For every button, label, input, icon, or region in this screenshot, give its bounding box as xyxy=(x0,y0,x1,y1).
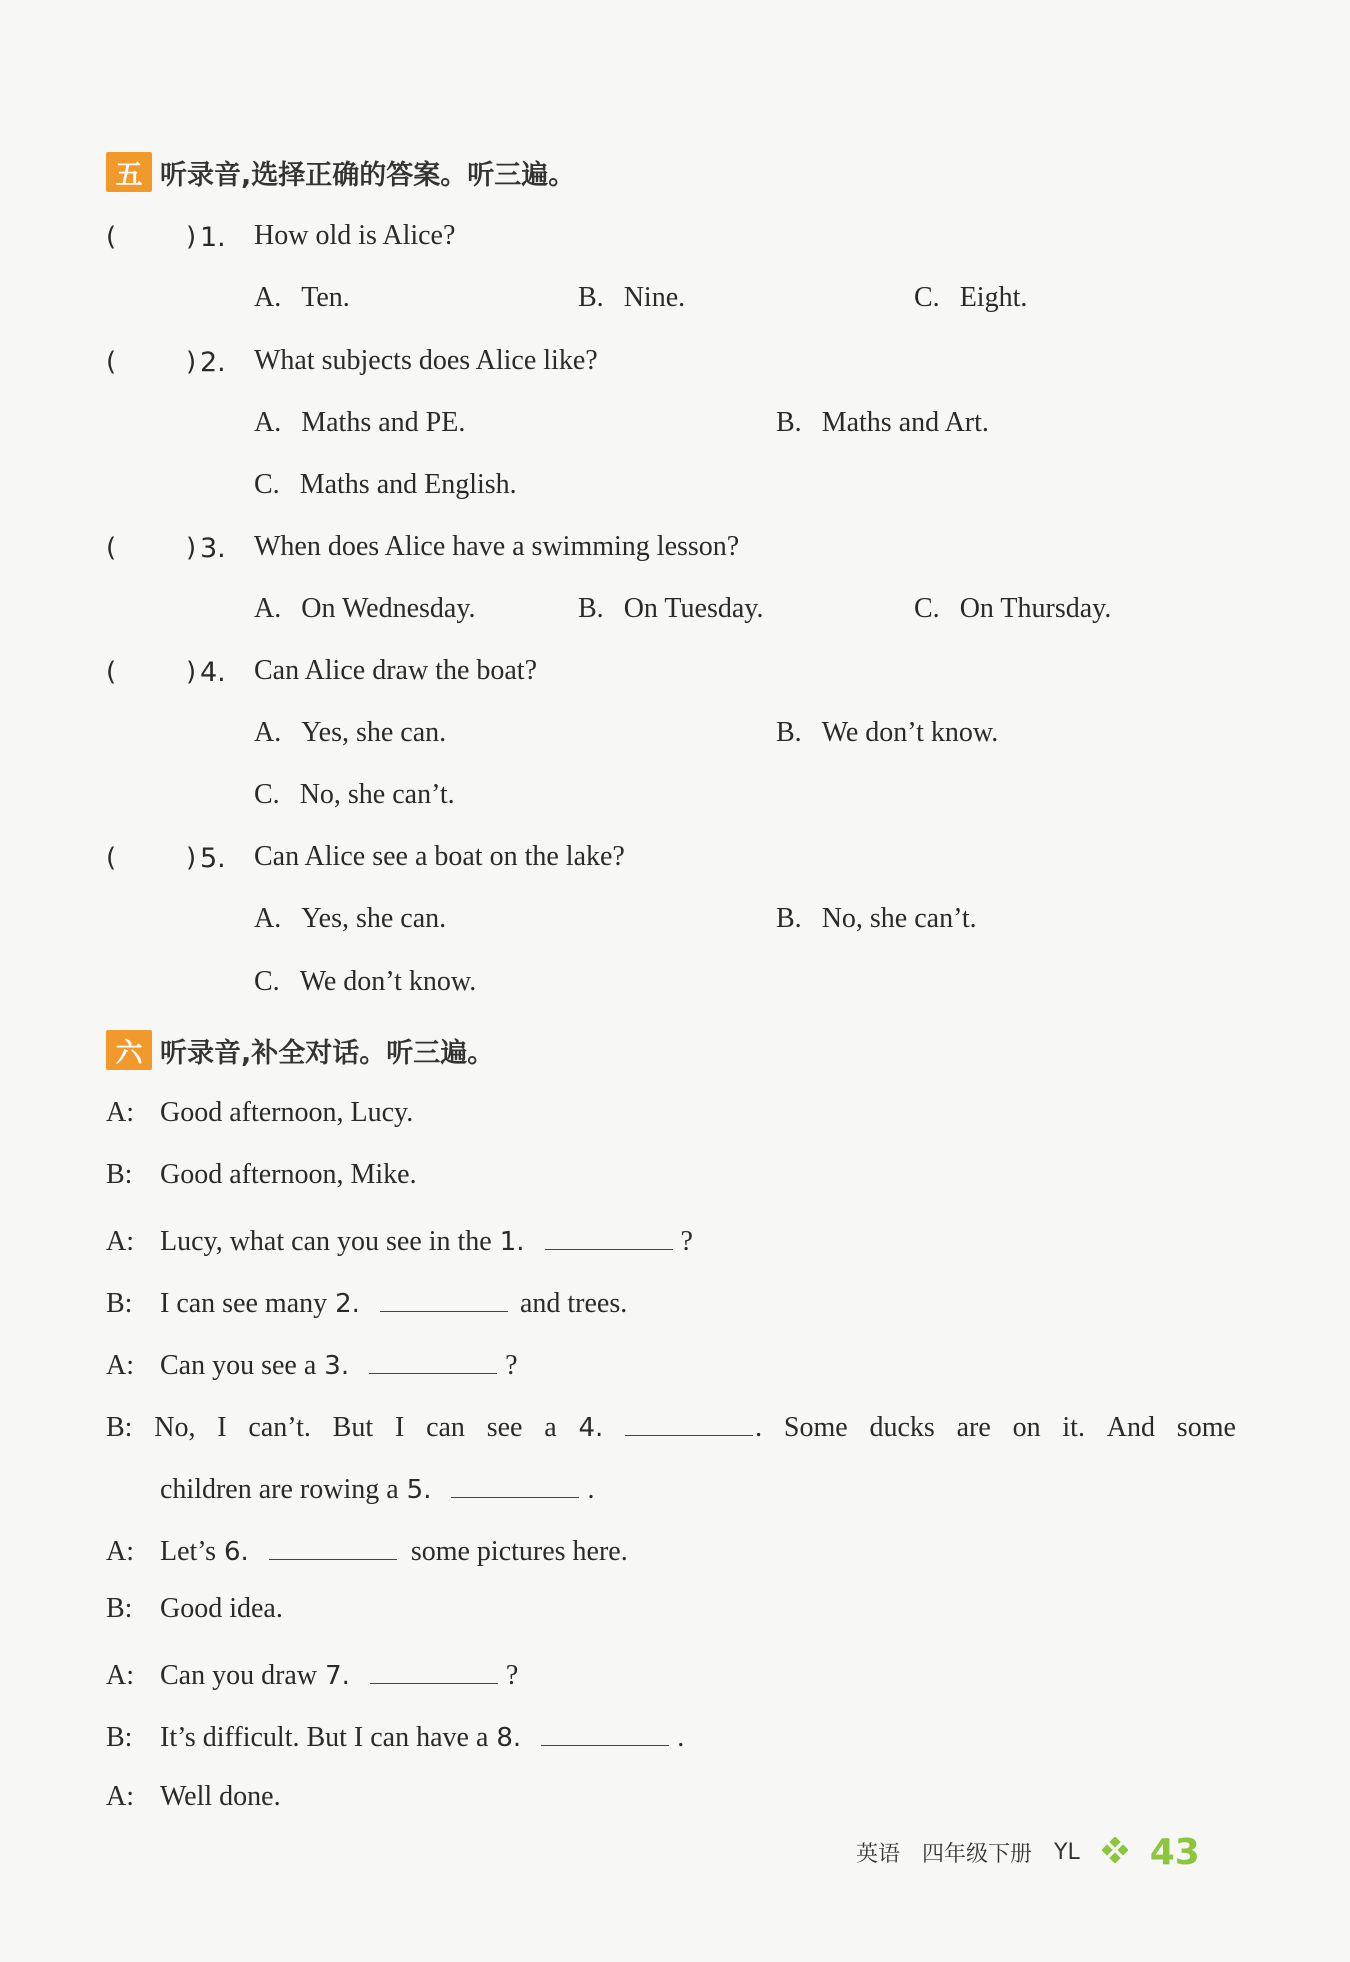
word: some xyxy=(1176,1412,1236,1443)
option-b: B. Nine. xyxy=(578,282,686,313)
option-a: A. On Wednesday. xyxy=(254,593,476,624)
blank-number: 1. xyxy=(499,1227,525,1257)
line-text: Lucy, what can you see in the xyxy=(160,1226,492,1257)
dialogue-line-10 xyxy=(106,1717,684,1754)
dialogue-line-5 xyxy=(106,1345,518,1382)
answer-blank-6[interactable] xyxy=(269,1531,397,1560)
option-c: C. We don’t know. xyxy=(254,966,477,997)
footer-grade: 四年级下册 xyxy=(922,1842,1033,1867)
dialogue-line-6-continued xyxy=(160,1469,594,1506)
answer-blank-8[interactable] xyxy=(541,1717,669,1746)
word: No, xyxy=(154,1412,196,1443)
word: ducks xyxy=(869,1412,935,1443)
page-footer xyxy=(856,1832,1200,1873)
dialogue-line-8 xyxy=(106,1593,283,1625)
blank-number: 7. xyxy=(325,1661,350,1691)
answer-blank-2[interactable] xyxy=(380,1283,508,1312)
option-b: B. Maths and Art. xyxy=(776,407,989,438)
speaker-label: A: xyxy=(106,1097,134,1128)
word: on xyxy=(1012,1412,1041,1443)
option-c: C. On Thursday. xyxy=(914,593,1112,624)
speaker-label: B: xyxy=(106,1722,133,1753)
question-number: 1. xyxy=(200,222,226,253)
section-6-title xyxy=(106,1030,494,1070)
option-b: B. No, she can’t. xyxy=(776,903,977,934)
dialogue-line-1 xyxy=(106,1097,413,1129)
question-text: When does Alice have a swimming lesson? xyxy=(254,531,740,562)
page-number: 43 xyxy=(1149,1832,1200,1873)
line-text-after: some pictures here. xyxy=(410,1536,628,1567)
section-6-instruction: 听录音,补全对话。听三遍。 xyxy=(160,1037,495,1069)
option-a: A. Maths and PE. xyxy=(254,407,466,438)
answer-blank-3[interactable] xyxy=(369,1345,497,1374)
word: can xyxy=(426,1412,465,1443)
line-text: It’s difficult. But I can have a xyxy=(160,1722,489,1753)
footer-edition: YL xyxy=(1054,1840,1080,1865)
line-text: I can see many xyxy=(160,1288,328,1319)
answer-paren-close: ) xyxy=(186,843,197,873)
line-text: Can you see a xyxy=(160,1350,317,1381)
answer-blank-4[interactable] xyxy=(625,1407,753,1436)
word: are xyxy=(956,1412,991,1443)
word: I xyxy=(217,1412,227,1443)
speaker-label: B: xyxy=(106,1159,133,1190)
line-text: Good afternoon, Mike. xyxy=(160,1159,417,1190)
question-number: 2. xyxy=(200,347,226,378)
blank-number: 4. xyxy=(578,1413,604,1443)
option-c: C. Maths and English. xyxy=(254,469,517,500)
speaker-label: A: xyxy=(106,1536,134,1567)
question-text: What subjects does Alice like? xyxy=(254,345,598,376)
speaker-label: B: xyxy=(106,1288,133,1319)
word: . xyxy=(755,1412,763,1443)
answer-blank-7[interactable] xyxy=(370,1655,498,1684)
speaker-label: A: xyxy=(106,1226,134,1257)
answer-paren-close: ) xyxy=(186,347,197,377)
line-text: Let’s xyxy=(160,1536,216,1567)
line-text-after: ? xyxy=(680,1226,693,1257)
word: I xyxy=(394,1412,405,1443)
answer-paren-close: ) xyxy=(186,657,197,687)
word: see xyxy=(486,1412,523,1443)
blank-number: 3. xyxy=(324,1351,350,1381)
section-6-badge: 六 xyxy=(106,1030,152,1070)
question-number: 3. xyxy=(200,533,226,564)
line-text-after: and trees. xyxy=(519,1288,628,1319)
word: a xyxy=(544,1412,557,1443)
line-text: children are rowing a xyxy=(160,1474,399,1505)
word: it. xyxy=(1062,1412,1085,1443)
speaker-label: B: xyxy=(106,1412,133,1443)
answer-paren-open: ( xyxy=(106,533,117,563)
dialogue-line-7 xyxy=(106,1531,628,1568)
option-a: A. Yes, she can. xyxy=(254,717,447,748)
question-text: Can Alice see a boat on the lake? xyxy=(254,841,625,872)
section-5-instruction: 听录音,选择正确的答案。听三遍。 xyxy=(160,159,576,191)
answer-paren-open: ( xyxy=(106,657,117,687)
line-text: Can you draw xyxy=(160,1660,318,1691)
section-5-title xyxy=(106,152,575,192)
line-text-after: ? xyxy=(505,1350,518,1381)
question-number: 4. xyxy=(200,657,226,688)
dialogue-line-3 xyxy=(106,1221,693,1258)
speaker-label: A: xyxy=(106,1350,134,1381)
answer-paren-open: ( xyxy=(106,222,117,252)
answer-paren-open: ( xyxy=(106,843,117,873)
option-b: B. We don’t know. xyxy=(776,717,999,748)
dialogue-line-11 xyxy=(106,1781,281,1813)
speaker-label: B: xyxy=(106,1593,133,1624)
question-text: How old is Alice? xyxy=(254,220,456,251)
line-text-after: . xyxy=(587,1474,595,1505)
dialogue-line-2 xyxy=(106,1159,417,1191)
option-c: C. Eight. xyxy=(914,282,1028,313)
line-text: Good afternoon, Lucy. xyxy=(160,1097,414,1128)
option-c: C. No, she can’t. xyxy=(254,779,455,810)
dialogue-line-9 xyxy=(106,1655,518,1692)
blank-number: 8. xyxy=(496,1723,522,1753)
answer-paren-open: ( xyxy=(106,347,117,377)
section-5-badge: 五 xyxy=(106,152,152,192)
blank-number: 6. xyxy=(224,1537,249,1567)
word: Some xyxy=(783,1412,848,1443)
diamond-flower-icon xyxy=(1102,1837,1128,1869)
answer-paren-close: ) xyxy=(186,222,197,252)
word: But xyxy=(332,1412,374,1443)
question-text: Can Alice draw the boat? xyxy=(254,655,538,686)
line-text: Good idea. xyxy=(160,1593,283,1624)
question-number: 5. xyxy=(200,843,226,874)
option-b: B. On Tuesday. xyxy=(578,593,764,624)
blank-number: 2. xyxy=(335,1289,360,1319)
dialogue-line-6 xyxy=(106,1407,1236,1444)
option-a: A. Ten. xyxy=(254,282,350,313)
blank-number: 5. xyxy=(406,1475,432,1505)
line-text-after: ? xyxy=(505,1660,519,1691)
answer-blank-5[interactable] xyxy=(451,1469,579,1498)
word: can’t. xyxy=(248,1412,311,1443)
line-text: Well done. xyxy=(160,1781,281,1812)
answer-paren-close: ) xyxy=(186,533,197,563)
footer-subject: 英语 xyxy=(856,1842,901,1867)
option-a: A. Yes, she can. xyxy=(254,903,447,934)
answer-blank-1[interactable] xyxy=(545,1221,673,1250)
word: And xyxy=(1106,1412,1155,1443)
line-text-after: . xyxy=(677,1722,685,1753)
dialogue-line-4 xyxy=(106,1283,627,1320)
speaker-label: A: xyxy=(106,1660,134,1691)
speaker-label: A: xyxy=(106,1781,134,1812)
